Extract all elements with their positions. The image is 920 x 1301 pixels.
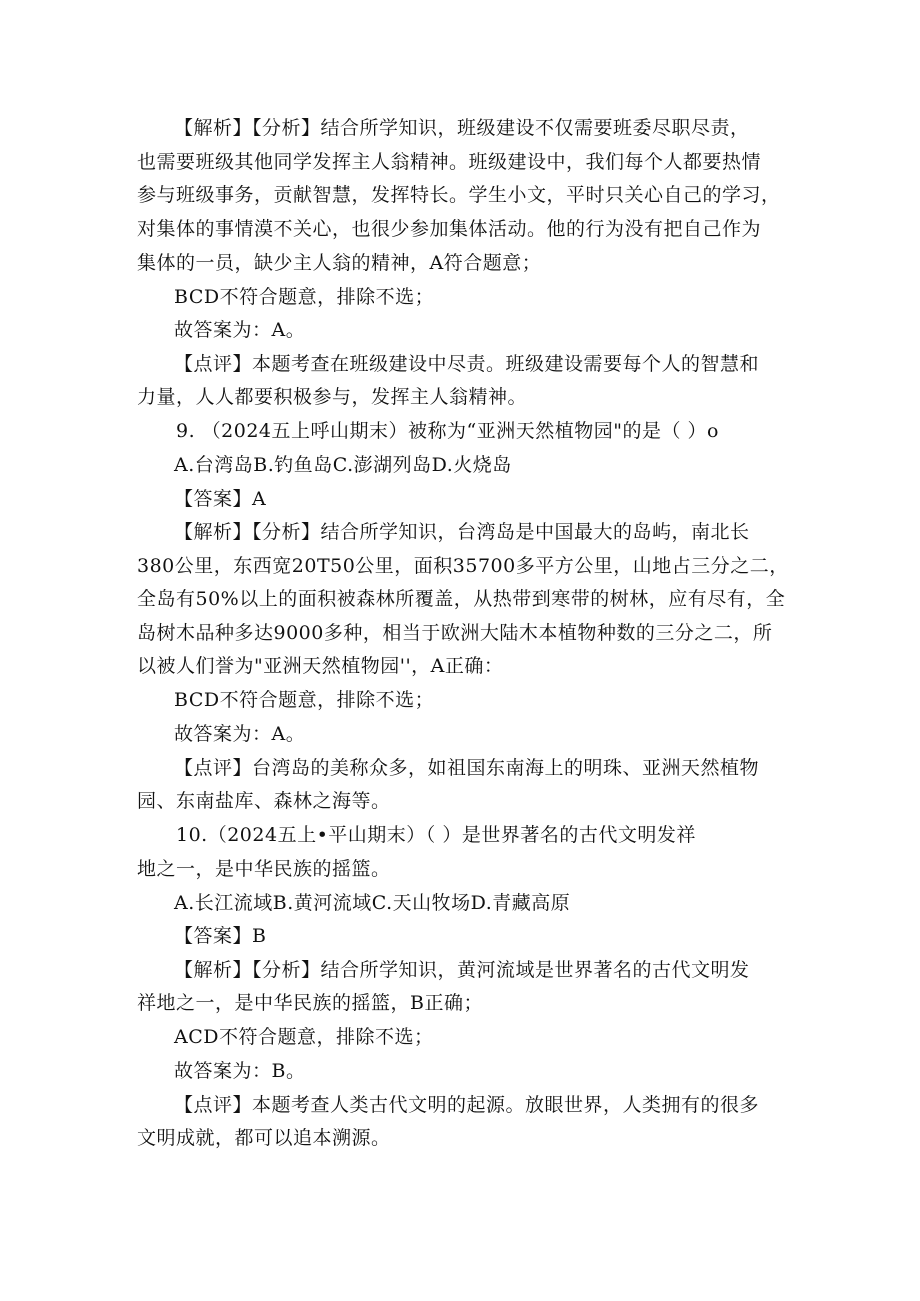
q9-analysis-line-3: 全岛有50%以上的面积被森林所覆盖，从热带到寒带的树林，应有尽有，全 (137, 588, 786, 610)
q9-analysis-line-5: 以被人们誉为"亚洲天然植物园''，A正确： (137, 655, 504, 677)
q10-question-line-1: 10.（2024五上•平山期末）（ ）是世界著名的古代文明发祥 (176, 824, 696, 846)
q9-analysis-line-2: 380公里，东西宽20T50公里，面积35700多平方公里，山地占三分之二， (137, 555, 789, 577)
q9-analysis-line-1: 【解析】【分析】结合所学知识，台湾岛是中国最大的岛屿，南北长 (174, 521, 750, 543)
q10-analysis-line-2: 祥地之一，是中华民族的摇篮，B正确； (137, 992, 483, 1014)
q8-comment-line-2: 力量，人人都要积极参与，发挥主人翁精神。 (137, 386, 528, 408)
q9-answer: 【答案】A (174, 488, 267, 510)
q9-comment-line-2: 园、东南盐库、森林之海等。 (137, 790, 391, 812)
q10-answer-line: 故答案为：B。 (174, 1060, 306, 1082)
q8-answer-line: 故答案为：A。 (174, 319, 306, 341)
q8-analysis-line-2: 也需要班级其他同学发挥主人翁精神。班级建设中，我们每个人都要热情 (137, 151, 762, 173)
q8-analysis-line-5: 集体的一员，缺少主人翁的精神，A符合题意； (137, 252, 542, 274)
q10-analysis-line-1: 【解析】【分析】结合所学知识，黄河流域是世界著名的古代文明发 (174, 959, 750, 981)
q8-comment-line-1: 【点评】本题考查在班级建设中尽责。班级建设需要每个人的智慧和 (174, 353, 760, 375)
q9-exclude: BCD不符合题意，排除不选； (174, 689, 435, 711)
q10-question-line-2: 地之一，是中华民族的摇篮。 (137, 858, 391, 880)
q8-exclude: BCD不符合题意，排除不选； (174, 286, 435, 308)
q10-answer: 【答案】B (174, 925, 267, 947)
q9-analysis-line-4: 岛树木品种多达9000多种，相当于欧洲大陆木本植物种数的三分之二，所 (137, 622, 773, 644)
q9-answer-line: 故答案为：A。 (174, 723, 306, 745)
q8-analysis-line-1: 【解析】【分析】结合所学知识，班级建设不仅需要班委尽职尽责， (174, 117, 750, 139)
q10-options: A.长江流域B.黄河流域C.天山牧场D.青藏高原 (174, 892, 571, 914)
q8-analysis-line-3: 参与班级事务，贡献智慧，发挥特长。学生小文，平时只关心自己的学习， (137, 184, 781, 206)
q9-question: 9. （2024五上呼山期末）被称为“亚洲天然植物园"的是（ ）o (176, 420, 719, 442)
q9-comment-line-1: 【点评】台湾岛的美称众多，如祖国东南海上的明珠、亚洲天然植物 (174, 757, 760, 779)
q10-comment-line-1: 【点评】本题考查人类古代文明的起源。放眼世界，人类拥有的很多 (174, 1094, 760, 1116)
q9-options: A.台湾岛B.钓鱼岛C.澎湖列岛D.火烧岛 (174, 454, 512, 476)
q10-exclude: ACD不符合题意，排除不选； (174, 1026, 434, 1048)
q8-analysis-line-4: 对集体的事情漠不关心，也很少参加集体活动。他的行为没有把自己作为 (137, 218, 762, 240)
q10-comment-line-2: 文明成就，都可以追本溯源。 (137, 1127, 391, 1149)
